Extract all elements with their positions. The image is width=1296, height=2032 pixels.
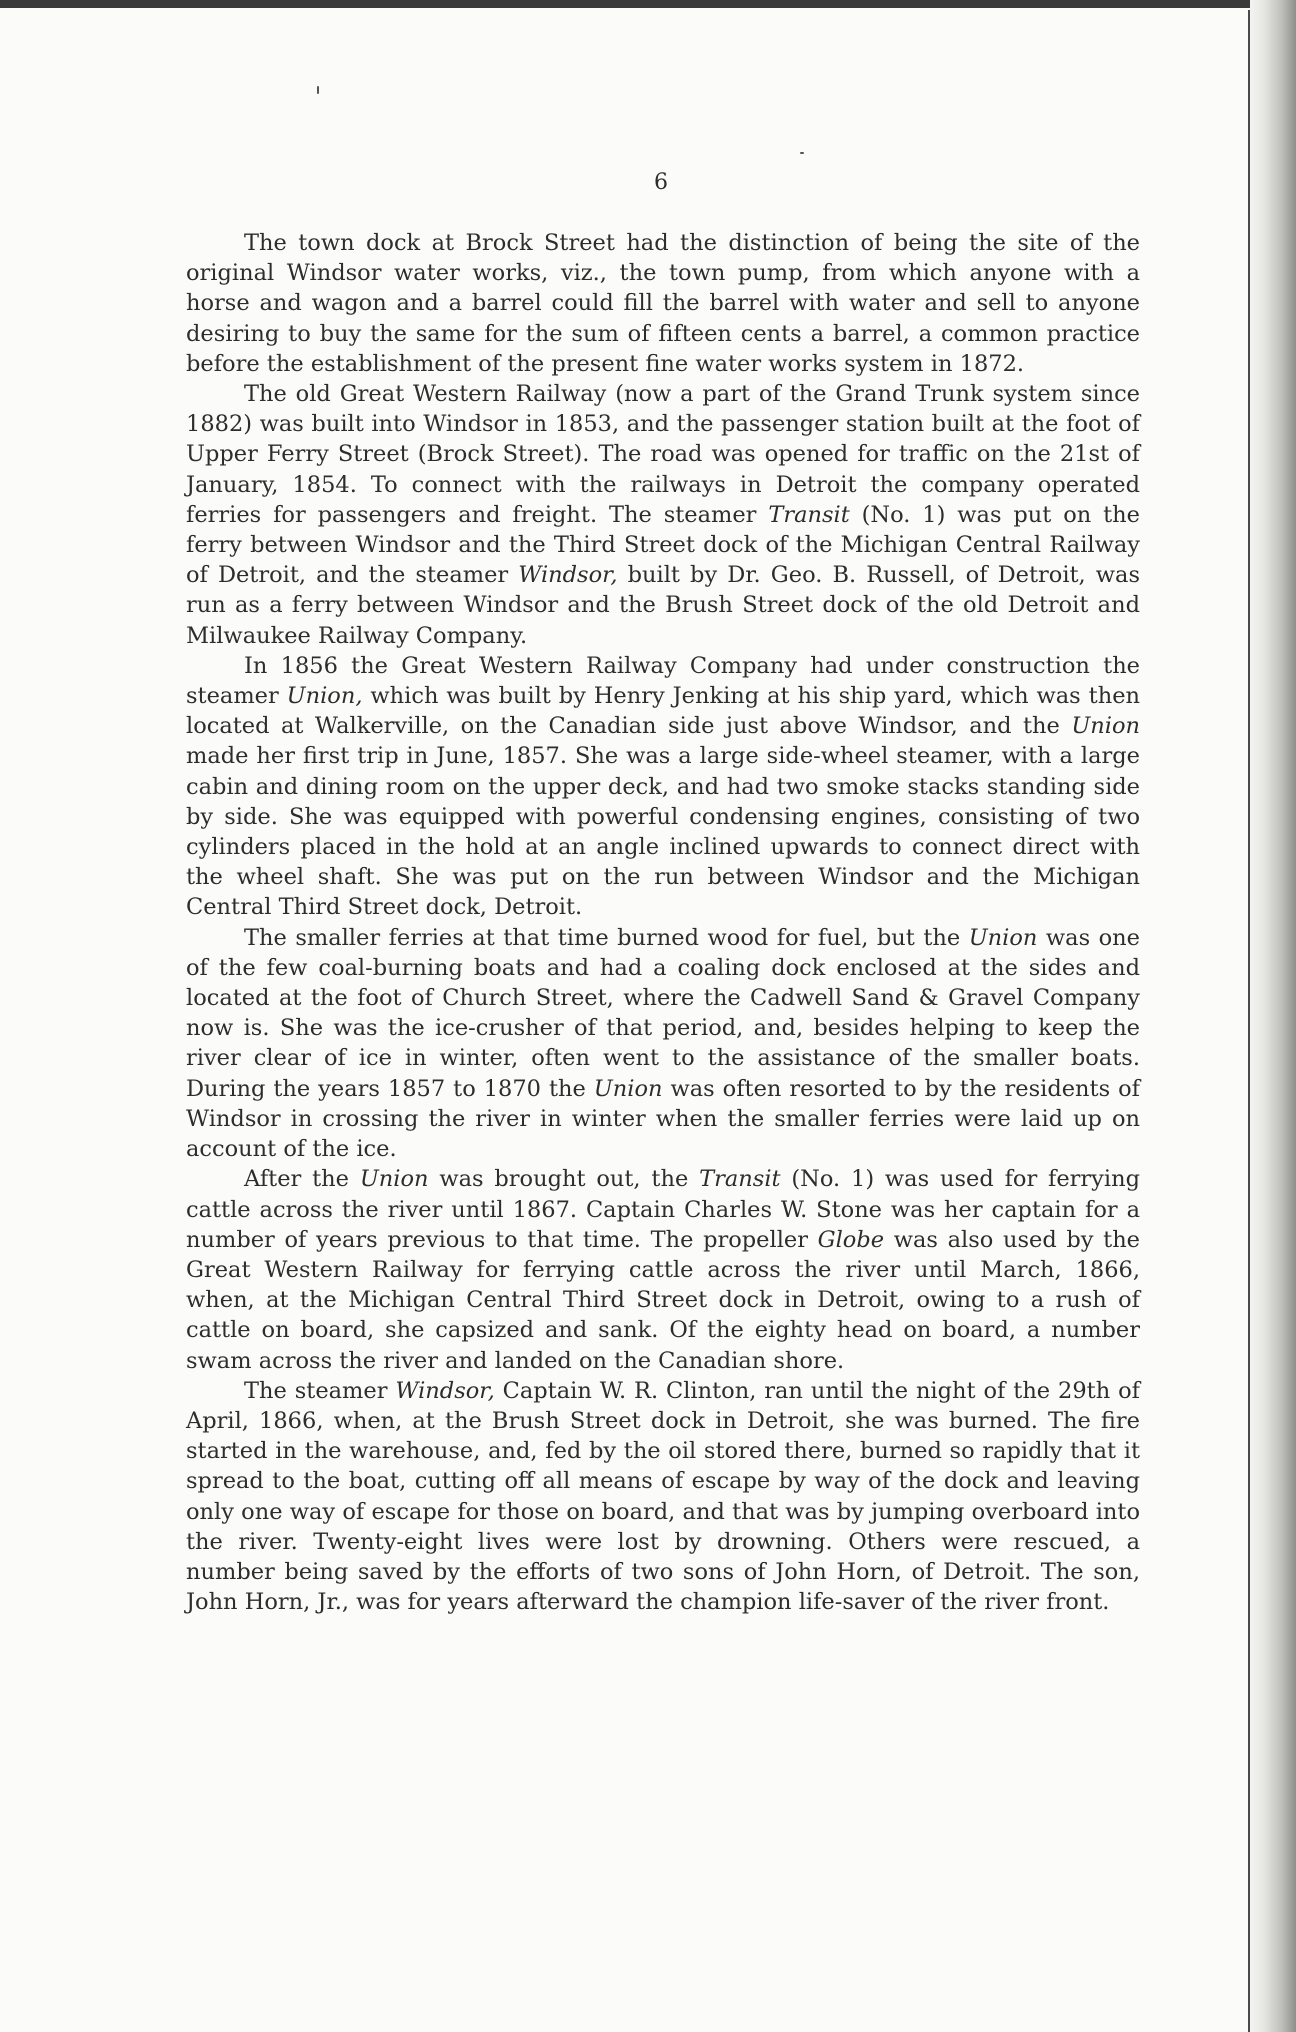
ship-name: Union, <box>286 683 363 710</box>
paragraph <box>186 1376 1140 1618</box>
text-run: built by Dr. Geo. B. Russell, of Detroit, was run as a ferry between Windsor and the Brush Street dock of the old Detroit and Milwaukee Railway Company. <box>186 562 1140 649</box>
scan-right-edge-shadow <box>1250 0 1296 2032</box>
text-run: In 1856 the Great Western Railway Company had under construction the steamer <box>186 652 1140 710</box>
scan-speck <box>317 86 319 94</box>
text-run: After the <box>244 1166 360 1193</box>
ship-name: Union <box>968 924 1038 951</box>
text-run: (No. 1) was put on the ferry between Windsor and the Third Street dock of the Michigan Central Railway of Detroit, and the steamer <box>186 501 1140 589</box>
ship-name: Transit <box>699 1166 781 1193</box>
text-run: was also used by the Great Western Railway for ferrying cattle across the river until March, 1866, when, at the Michigan Central Third Street dock in Detroit, owing to a rush of cattle on board, she capsized and sank. Of the eighty head on board, a number swam across the river and landed on the Canadian shore. <box>186 1226 1140 1374</box>
ship-name: Windsor, <box>395 1377 495 1404</box>
scan-right-edge-line <box>1248 10 1250 2032</box>
paragraph <box>186 651 1140 923</box>
text-run: (No. 1) was used for ferrying cattle across the river until 1867. Captain Charles W. Stone was her captain for a number of years previous to that time. The propeller <box>186 1166 1140 1253</box>
ship-name: Transit <box>768 501 850 528</box>
ship-name: Windsor, <box>518 562 618 589</box>
paragraph <box>186 923 1140 1165</box>
scan-top-border <box>0 0 1296 8</box>
text-run: The town dock at Brock Street had the distinction of being the site of the original Windsor water works, viz., the town pump, from which anyone with a horse and wagon and a barrel could fill the barrel with water and sell to anyone desiring to buy the same for the sum of fifteen cents a barrel, a common practice before the establishment of the present fine water works system in 1872. <box>186 230 1140 377</box>
scan-speck <box>800 152 804 154</box>
text-run: Captain W. R. Clinton, ran until the night of the 29th of April, 1866, when, at the Brush Street dock in Detroit, she was burned. The fire started in the warehouse, and, fed by the oil stored there, burned so rapidly that it spread to the boat, cutting off all means of escape by way of the dock and leaving only one way of escape for those on board, and that was by jumping overboard into the river. Twenty-eight lives were lost by drowning. Others were rescued, a number being saved by the efforts of two sons of John Horn, of Detroit. The son, John Horn, Jr., was for years afterward the champion life-saver of the river front. <box>186 1377 1140 1616</box>
text-run: made her first trip in June, 1857. She was a large side-wheel steamer, with a large cabin and dining room on the upper deck, and had two smoke stacks standing side by side. She was equipped with powerful condensing engines, consisting of two cylinders placed in the hold at an angle inclined upwards to connect direct with the wheel shaft. She was put on the run between Windsor and the Michigan Central Third Street dock, Detroit. <box>186 743 1140 921</box>
document-body <box>186 228 1140 1617</box>
text-run: The old Great Western Railway (now a part of the Grand Trunk system since 1882) was built into Windsor in 1853, and the passenger station built at the foot of Upper Ferry Street (Brock Street). The road was opened for traffic on the 21st of January, 1854. To connect with the railways in Detroit the company operated ferries for passengers and freight. The steamer <box>186 381 1140 528</box>
text-run: The steamer <box>244 1377 396 1404</box>
text-run: which was built by Henry Jenking at his ship yard, which was then located at Walkerville, on the Canadian side just above Windsor, and the <box>186 683 1140 740</box>
ship-name: Union <box>1071 713 1140 740</box>
ship-name: Union <box>359 1166 429 1193</box>
ship-name: Union <box>593 1075 663 1102</box>
page-number: 6 <box>654 170 668 195</box>
text-run: was often resorted to by the residents of Windsor in crossing the river in winter when the smaller ferries were laid up on account of the ice. <box>186 1075 1140 1163</box>
ship-name: Globe <box>817 1226 885 1253</box>
text-run: was one of the few coal-burning boats and had a coaling dock enclosed at the sides and located at the foot of Church Street, where the Cadwell Sand & Gravel Company now is. She was the ice-crusher of that period, and, besides helping to keep the river clear of ice in winter, often went to the assistance of the smaller boats. During the years 1857 to 1870 the <box>186 924 1140 1102</box>
text-run: The smaller ferries at that time burned wood for fuel, but the <box>244 924 969 951</box>
text-run: was brought out, the <box>428 1166 700 1193</box>
paragraph <box>186 228 1140 379</box>
paragraph <box>186 1164 1140 1375</box>
paragraph <box>186 379 1140 651</box>
